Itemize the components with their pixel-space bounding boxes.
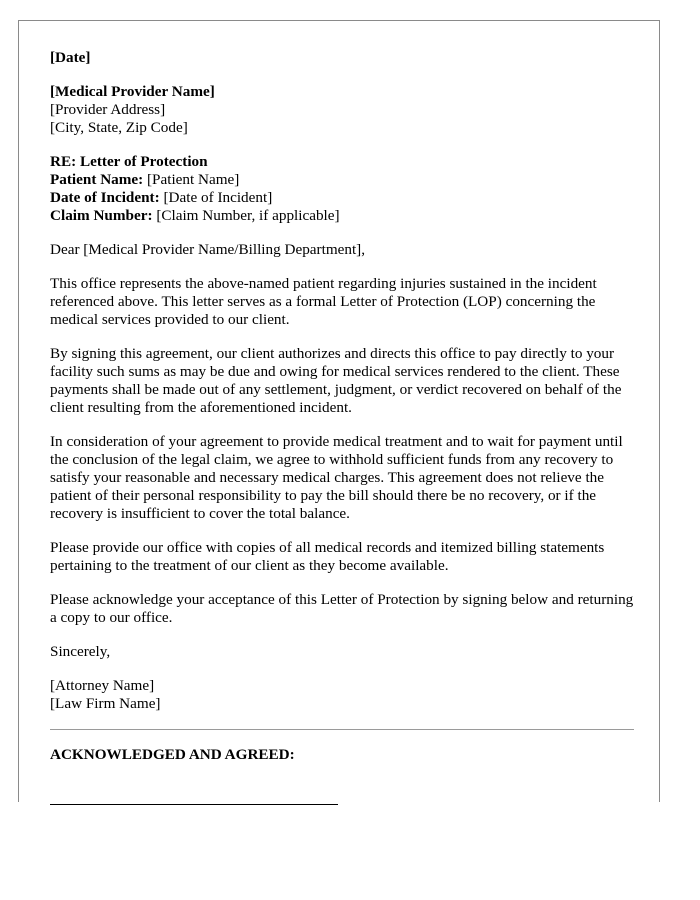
provider-name: [Medical Provider Name] <box>50 83 215 100</box>
re-patient-line <box>50 171 634 189</box>
acknowledgement-heading: ACKNOWLEDGED AND AGREED: <box>50 746 295 763</box>
re-claim-value: [Claim Number, if applicable] <box>156 207 340 224</box>
salutation: Dear [Medical Provider Name/Billing Department], <box>50 241 366 258</box>
signature-block <box>50 677 634 713</box>
letter-page <box>18 20 660 802</box>
body-paragraph: By signing this agreement, our client authorizes and directs this office to pay directly to your facility such sums as may be due and owing for medical services rendered to the client. These payments shall be made out of any settlement, judgment, or verdict recovered on behalf of the client resulting from the aforementioned incident. <box>50 345 622 416</box>
letter-date: [Date] <box>50 49 91 66</box>
re-subject: RE: Letter of Protection <box>50 153 208 170</box>
re-incident-line <box>50 189 634 207</box>
closing: Sincerely, <box>50 643 111 660</box>
re-patient-value: [Patient Name] <box>147 171 240 188</box>
re-claim-label: Claim Number: <box>50 207 153 224</box>
section-divider <box>50 729 634 730</box>
re-patient-label: Patient Name: <box>50 171 144 188</box>
attorney-name: [Attorney Name] <box>50 677 155 694</box>
letter-content <box>50 49 634 805</box>
signature-line <box>50 804 338 805</box>
body-paragraph: Please acknowledge your acceptance of this Letter of Protection by signing below and returning a copy to our office. <box>50 591 634 626</box>
law-firm-name: [Law Firm Name] <box>50 695 161 712</box>
provider-address: [Provider Address] <box>50 101 166 118</box>
re-claim-line <box>50 207 634 225</box>
re-block <box>50 153 634 225</box>
body-paragraph: Please provide our office with copies of all medical records and itemized billing statements pertaining to the treatment of our client as they become available. <box>50 539 605 574</box>
provider-block <box>50 83 634 137</box>
provider-city-state-zip: [City, State, Zip Code] <box>50 119 188 136</box>
body-paragraph: In consideration of your agreement to provide medical treatment and to wait for payment until the conclusion of the legal claim, we agree to withhold sufficient funds from any recovery to satisfy your reasonable and necessary medical charges. This agreement does not relieve the patient of their personal responsibility to pay the bill should there be no recovery, or if the recovery is insufficient to cover the total balance. <box>50 433 623 522</box>
re-incident-value: [Date of Incident] <box>163 189 273 206</box>
re-incident-label: Date of Incident: <box>50 189 160 206</box>
body-paragraph: This office represents the above-named patient regarding injuries sustained in the incident referenced above. This letter serves as a formal Letter of Protection (LOP) concerning the medical services provided to our client. <box>50 275 597 328</box>
